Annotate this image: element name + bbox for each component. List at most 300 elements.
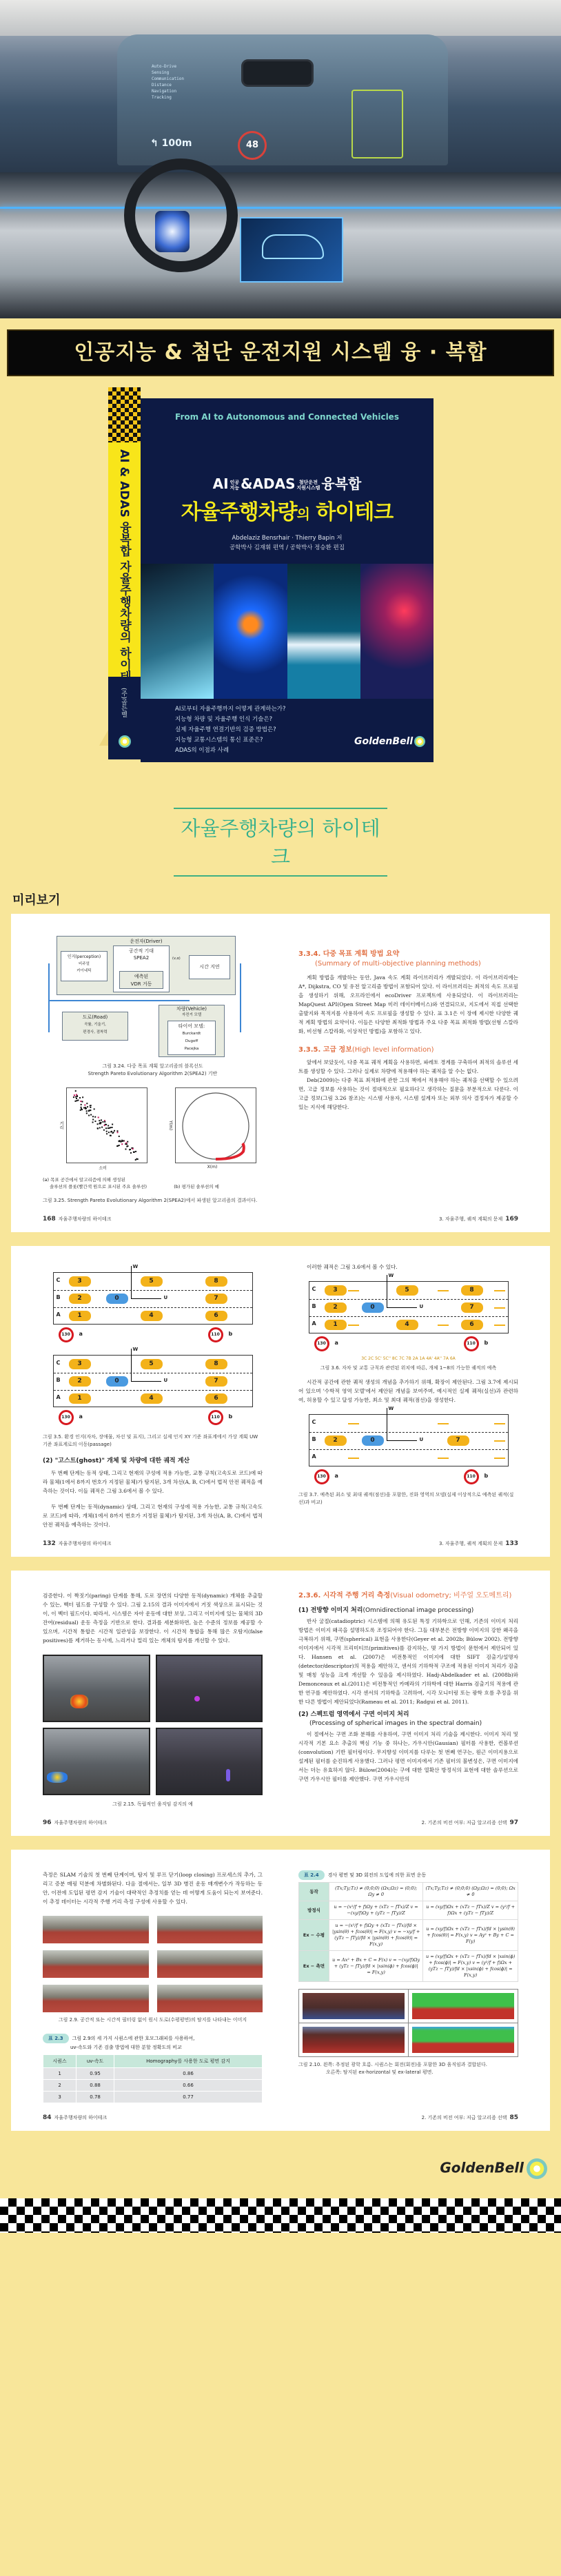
car-hologram-icon: [262, 234, 324, 259]
w-axis-label: W: [388, 1406, 394, 1411]
lane-diagram-trajectories: [298, 1273, 518, 1354]
book-front-cover: [141, 398, 434, 762]
figure-caption: 그림 2.9. 공간적 또는 시간적 필터링 없이 원시 도로(수평평면)의 탐지를 나타내는 이미지: [58, 2017, 247, 2023]
scatter-point: [92, 1121, 94, 1123]
figure-caption: 그림 3.5. 환경 인지(자차, 장애물, 차선 및 표지), 그리고 실제 인지 XY 기준 좌표계에서 가상 계획 UW 기준 좌표계로의 이동(passage): [43, 1434, 258, 1447]
lane-label: C: [56, 1360, 61, 1366]
comparison-table: [43, 2054, 263, 2103]
hud-item: Tracking: [152, 95, 172, 100]
scatter-point: [81, 1104, 82, 1105]
hud-item: Sensing: [152, 70, 170, 75]
scatter-point: [119, 1141, 120, 1142]
w-axis-label: W: [132, 1347, 139, 1352]
bell-ring-icon: [414, 736, 425, 747]
scatter-point: [80, 1110, 81, 1111]
equation-cell: u = (xy/f)Ωx + (xTz − fTx)/fd × |ysin(θ) + fcos(θ)| = F(x,y) v = Ay² + By + C = F(y): [423, 1920, 518, 1951]
equation-row: [299, 1951, 518, 1982]
page-folio: [43, 1819, 107, 1826]
page-number: 168: [43, 1216, 56, 1223]
scatter-point: [126, 1146, 127, 1147]
publisher-name: GoldenBell: [354, 736, 414, 747]
publisher-logo-icon: [119, 735, 131, 748]
series-adas-sub: [297, 480, 320, 491]
trajectory-arrow: [438, 1290, 449, 1291]
speed-limit-sign-icon: 110: [464, 1336, 479, 1351]
series-adas: &ADAS: [241, 476, 296, 492]
scatter-point: [86, 1103, 88, 1104]
cover-title: [141, 499, 434, 528]
lane-label: C: [312, 1419, 316, 1425]
subsection-heading: (2) "고스트(ghost)" 개체 및 차량에 대한 궤적 계산: [43, 1458, 190, 1464]
street-photo: [156, 1655, 263, 1722]
caption-line: 오른쪽: 탐지된 ex-horizontal 및 ex-lateral 평면.: [326, 2069, 434, 2075]
table-row: [43, 2068, 263, 2080]
speed-signs: [309, 1469, 509, 1487]
scatter-point: [81, 1107, 82, 1108]
motion-highlight: [194, 1696, 200, 1701]
scatter-point: [74, 1101, 76, 1102]
vehicle-sub: 자전거 모델: [181, 1013, 202, 1017]
series-ai-sub: [230, 480, 240, 491]
optical-flow-image: [303, 1993, 405, 2019]
ambient-light-strip: [0, 207, 561, 209]
vehicle-label: 차량(Vehicle): [176, 1006, 207, 1012]
caption-line: 그림 3.24. 다중 목표 계획 알고리즘의 블록선도: [102, 1063, 203, 1069]
lane-label: C: [312, 1286, 316, 1292]
cover-question: 실제 자율주행 연결기반의 검증 방법은?: [175, 726, 276, 733]
trajectory-arrow: [348, 1423, 359, 1424]
ego-vehicle-icon: 0: [362, 1302, 384, 1313]
predicted-box: [119, 971, 163, 989]
optical-flow-image: [303, 2027, 405, 2053]
w-axis: [131, 1266, 132, 1299]
page-96: [11, 1571, 280, 1836]
circle-track: [183, 1093, 249, 1159]
scatter-point: [121, 1143, 123, 1145]
driver-label: 운전자(Driver): [130, 939, 163, 944]
scatter-point: [76, 1096, 78, 1097]
subcaption-a: [43, 1176, 167, 1190]
trajectory-arrow: [348, 1290, 359, 1291]
preview-spread-1: [11, 914, 550, 1232]
speed-limit-sign-icon: 110: [208, 1410, 223, 1425]
scatter-point: [90, 1114, 92, 1116]
figure-caption: 그림 3.7. 예측된 최소 및 최대 궤적(점선)을 포함한, 진화 영역의 모델(실제 이상적으로 예측된 궤적(실선)과 비교): [298, 1492, 514, 1505]
spatial-label: 공간적 기대: [128, 948, 154, 954]
page-168: [11, 914, 280, 1232]
scatter-point: [104, 1125, 105, 1126]
lane-label: B: [56, 1294, 61, 1300]
page-84: [11, 1850, 280, 2131]
street-photo: [43, 1728, 150, 1795]
point-label: b: [484, 1340, 489, 1346]
hud-item: Distance: [152, 83, 172, 88]
cover-artwork: [141, 564, 434, 699]
table-cell: 1: [43, 2068, 76, 2080]
scatter-point: [117, 1132, 119, 1133]
ego-vehicle-icon: 0: [106, 1294, 128, 1304]
subsection-heading: [298, 1606, 518, 1615]
scatter-point: [130, 1152, 132, 1154]
vehicle-icon: 8: [205, 1359, 227, 1369]
figure-cell: [409, 1990, 518, 2023]
series-ai: AI: [212, 476, 229, 492]
evaluated-solution-path: [216, 1143, 244, 1159]
title-particle: 의: [296, 506, 309, 522]
figure-caption: 그림 3.6. 자차 및 교통 규칙과 관련된 위치에 따른, 개체 1~8의 가능한 궤적의 예측: [320, 1365, 497, 1371]
scatter-point: [75, 1090, 76, 1092]
column-header: 시퀀스: [43, 2055, 76, 2068]
u-axis: [131, 1381, 161, 1382]
vehicle-icon: 6: [205, 1393, 227, 1404]
tire-model: Dugoff: [185, 1039, 198, 1043]
cover-publisher-logo: [354, 736, 425, 747]
page-number: 169: [505, 1216, 518, 1223]
scatter-point: [103, 1129, 105, 1131]
heading-ko: 2.3.6. 시각적 주행 거리 측정: [298, 1592, 391, 1599]
banner-section: [0, 318, 561, 387]
scatter-point: [110, 1135, 111, 1136]
vehicle-icon: 3: [325, 1285, 347, 1296]
scatter-point: [90, 1107, 91, 1108]
u-axis-label: U: [419, 1437, 424, 1442]
scatter-point: [90, 1105, 92, 1106]
road-detection-photos: [43, 1916, 263, 2012]
point-label: b: [228, 1413, 233, 1420]
road-lanes: [53, 1347, 253, 1407]
running-head: 자율주행차량의 하이테크: [54, 2115, 108, 2120]
lane-divider: [309, 1449, 508, 1450]
body-paragraph: 두 번째 단계는 동적(dynamic) 상태, 그리고 현재의 구성에 적용 가능한, 교통 규칙(고속도로 코드)에 따라, 개체(1에서 8까지 번호가 지정된 물체)가 탐지된, 3개 차선(A, B, C)에서 법적 안전 궤적을 예측하는 것이다.: [43, 1504, 263, 1528]
traj-label: 3C: [361, 1356, 367, 1361]
traj-label: 6A: [449, 1356, 456, 1361]
preview-heading: 미리보기: [12, 893, 61, 908]
publisher-logo: [440, 2158, 547, 2179]
body-paragraph: 계획 방법을 개발하는 동안, Java 속도 계획 라이브러리가 개발되었다. 이 라이브러리에는 A*, Dijkstra, CO 및 유전 알고리즘 방법이 포함되어 있다. 이 라이브러리는 최적의 속도 프로필을 생성하기 위해, 오프라인에서 ecoDriver 프로젝트에 사용되었다. 이 라이브러리는 MapQuest API(Open Street Map 미러 데이터베이스)와 연결되므로, 지도에서 직접 선택한 출발지와 목적지를 사용하여 속도 프로필을 생성할 수 있다. 표 3.1은 이 장에 제시한 다양한 궤적 계획 방법의 요약이다. 이들은 다양한 최적화 방법과 주요 다중 목표 최적화 방법(선형 스칼라화, 비선형 스칼라화, 이상적인 방법)을 포함하고 있다.: [298, 974, 518, 1034]
vehicle-icon: 1: [325, 1320, 347, 1330]
point-label: a: [334, 1473, 338, 1479]
speed-limit-sign-icon: 130: [314, 1336, 329, 1351]
lane-divider: [54, 1390, 252, 1391]
table-cell: 2: [43, 2080, 76, 2092]
scatter-point: [97, 1123, 99, 1125]
cover-authors: [141, 533, 434, 553]
scatter-plot-row: [58, 1087, 147, 1163]
column-header: Homography를 사용한 도로 평면 감지: [114, 2055, 263, 2068]
scatter-point: [79, 1097, 81, 1098]
point-label: a: [79, 1331, 83, 1337]
figure-caption: [298, 2061, 518, 2076]
table-caption-line: 그림 2.9의 세 가지 시퀀스에 관한 호모그래피를 사용하여,: [72, 2036, 195, 2041]
trajectory-arrow: [494, 1423, 505, 1424]
body-paragraph: 이러한 궤적은 그림 3.6에서 볼 수 있다.: [307, 1264, 398, 1270]
perception-kinetic: 카이네틱: [76, 969, 92, 973]
subcaption-a-line: 솔루션의 플롯(빨간색 원으로 표시된 주요 솔루션): [50, 1184, 147, 1189]
scatter-point: [98, 1116, 99, 1118]
section-heading: [298, 950, 518, 969]
scatter-point: [101, 1119, 102, 1121]
lane-label: A: [312, 1453, 316, 1460]
equation-row: [299, 1920, 518, 1951]
vdr-label: VDR 거동: [130, 981, 152, 987]
steering-hub-glow: [155, 211, 190, 252]
heading-en: (High level information): [351, 1046, 434, 1054]
scatter-point: [116, 1130, 118, 1132]
body-paragraph: Deb(2009)는 다중 목표 최적화에 관한 그의 책에서 적용해야 하는 궤적을 선택할 수 있으려면, 고급 정보를 사용하는 것이 절대적으로 필요하다고 생각하는 질문을 부분적으로 다룬다. 이 고급 정보(그림 3.26 참조)는 시스템 사용자, 시스템 설계자 또는 외부 의사 결정자가 제공할 수 있는 지식에 해당한다.: [298, 1077, 518, 1110]
photo-grid: [43, 1655, 263, 1795]
subtitle-section: [0, 780, 561, 890]
speed-limit-sign-icon: 130: [59, 1410, 74, 1425]
equation-cell: u = −(x²/f + f)Ωy + (xTz − fTx)/fd × |ysin(θ) + fcos(θ)| = F(x,y) v = −xy/f + (yTz − fTy)/fd × |ysin(θ) + fcos(θ)| = F(x,y): [329, 1920, 423, 1951]
point-label: a: [334, 1340, 338, 1346]
scatter-point: [133, 1152, 134, 1153]
vehicle-icon: 5: [396, 1285, 418, 1296]
scatter-point: [102, 1121, 103, 1123]
plot-b-ylabel: Y(m): [168, 1120, 173, 1131]
figure-caption: 그림 2.15. 독립적인 움직임 감지의 예: [112, 1801, 193, 1807]
traj-label: 5C'': [382, 1356, 391, 1361]
scatter-point: [125, 1143, 127, 1144]
table-row: [43, 2080, 263, 2092]
page-number: 85: [509, 2114, 518, 2121]
trajectory-arrow: [348, 1458, 359, 1459]
page-97: [280, 1571, 550, 1836]
scatter-point: [119, 1136, 120, 1137]
cover-tagline: From AI to Autonomous and Connected Vehicles: [175, 412, 399, 422]
checkered-pattern: [108, 387, 141, 442]
equation-cell: u = Ax² + Bx + C = F(x) v = −(xy/f)Ωy + (yTz − fTy)/fd × |xsin(ϕ) + fcos(ϕ)| = F(x,y): [329, 1951, 423, 1982]
plane-detection-image: [412, 1993, 515, 2019]
scatter-point: [106, 1133, 108, 1134]
road-photo: [43, 1916, 149, 1943]
scatter-point: [108, 1127, 109, 1129]
scatter-point: [137, 1158, 139, 1160]
scatter-point: [135, 1159, 136, 1161]
body-paragraph: 반사 굴절(catadioptric) 시스템에 의해 유도된 특정 기하학으로 인해, 기존의 이미지 처리 방법은 이미지 왜곡을 설명하도록 조정되어야 한다. 그들 대부분은 전방향 이미지의 강한 왜곡을 극복하기 위해, 구면(spherical) 표현을 사용한다(Geyer et al. 2002b; Bülow 2002). 전방향 이미지에서 시각적 프리미티브(primitives)를 감지하는, 몇 가지 방법이 문헌에서 제안되어 있다. Hansen et al. (2007)은 비전통적인 이미지에 대한 SIFT 검출기/설명자(detector/descriptor)의 적용을 제안하고, 센서의 기하학적 구조에 적용된 이미지 처리가 검출 및 매칭 성능을 크게 개선할 수 있음을 제시하였다. Hadj-Abdelkader et al. (2008b)와 Demonceaux et al.(2011)은 비전통적인 카메라의 기하학에 대한 Harris 검출기의 적용에 관한 연구를 제안하였다. 시각 센서의 기하학을 고려하여, 시각 모니터링 또는 광학 흐름 추정을 위한 다른 방법이 제안되었다(Rameau et al. 2011; Radgui et al. 2011).: [298, 1618, 518, 1705]
trajectory-plot-group: [168, 1087, 256, 1171]
vehicle-icon: 4: [396, 1320, 418, 1330]
traj-label: 7C: [398, 1356, 405, 1361]
table-cell: 0.95: [76, 2068, 114, 2080]
body-paragraph: 이 절에서는 구면 조화 분해를 사용하여, 구면 이미지 처리 기술을 제시한다. 이미지 처리 및 시각적 기본 요소 추출의 핵심 기능 중 하나는, 가우시안(Gausian) 필터를 사용한, 컨볼루션(convolution) 기반 필터링이다. 무지향성 이미지를 다루는 첫 번째 연구는, 원근 이미지용으로 설계된 필터를 순진하게 사용했다. 그러나 평면 이미지에서 기존 필터의 불변성은, 구면 이미지에서는 더는 유효하지 않다. Bülow(2004)는 구에 대한 열확산 방정식의 표현에 대한 솔루션으로 구면 가우시안 필터를 제안했다. 구면 가우시안의: [298, 1731, 518, 1782]
scatter-point: [75, 1096, 76, 1098]
title-main: 자율주행차량: [181, 500, 297, 524]
u-axis-label: U: [163, 1295, 168, 1300]
bell-ring-icon: [527, 2158, 547, 2179]
series-adas-sub2: 지원시스템: [296, 484, 320, 491]
road-label: 도로(Road): [82, 1014, 108, 1020]
scatter-point: [130, 1149, 131, 1150]
preview-spread-2: [11, 1246, 550, 1557]
vehicle-icon: 6: [205, 1311, 227, 1321]
page-number: 84: [43, 2114, 52, 2121]
feedback-line: [48, 963, 50, 1032]
lane-diagram-straight: [43, 1347, 263, 1428]
street-photo: [43, 1655, 150, 1722]
traj-label: 5C': [375, 1356, 382, 1361]
cover-question: ADAS의 이점과 사례: [175, 747, 229, 754]
hud-speedometer: 48: [238, 131, 267, 160]
scatter-point: [112, 1127, 113, 1128]
vehicle-icon: 7: [205, 1294, 227, 1304]
figure-cell: [299, 2023, 409, 2056]
trajectory-drawing: [176, 1088, 256, 1163]
equation-cell: u = −(x²/f + f)Ωy + (xTz − fTx)/Z v = −(xy/f)Ωy + (yTz − fTy)/Z: [329, 1901, 423, 1920]
road-photo: [157, 1985, 263, 2012]
section-heading: [298, 1045, 518, 1055]
footer: [0, 2145, 561, 2198]
hero-image: [0, 0, 561, 318]
art-panel-connected-car: [214, 564, 287, 699]
speed-limit-sign-icon: 110: [464, 1469, 479, 1484]
plot-a-ylabel: 거리: [59, 1121, 63, 1129]
speed-limit-sign-icon: 130: [314, 1469, 329, 1484]
tire-model: Pacejka: [184, 1047, 199, 1051]
table-cell: 0.86: [114, 2068, 263, 2080]
road-photo: [157, 1916, 263, 1943]
cover-question: 지능형 교통시스템의 통신 표준은?: [175, 737, 263, 744]
running-head: 자율주행차량의 하이테크: [54, 1820, 108, 1826]
scatter-point: [126, 1143, 127, 1145]
scatter-point: [94, 1121, 96, 1122]
page-folio: [439, 1216, 518, 1223]
scatter-point: [87, 1106, 88, 1107]
road-lanes: [309, 1273, 509, 1333]
running-head: 3. 자율주행, 궤적 계획의 문제: [439, 1541, 503, 1546]
translators-line: 공학박사 김재휘 편역 / 공학박사 정승환 편집: [229, 544, 345, 551]
body-paragraph: 두 번째 단계는 동적 상태, 그리고 현재의 구성에 적용 가능한, 교통 규칙(고속도로 코드)에 따라 물체(1에서 8까지 번호가 지정된 물체)가 탐지된, 3개 차선(A, B, C)에서 법적 안전 궤적을 예측하는 것이다. 이들 궤적은 그림 3.6에서 볼 수 있다.: [43, 1470, 263, 1494]
scatter-point: [76, 1094, 77, 1096]
traj-label: 4A': [426, 1356, 433, 1361]
body-paragraph: 측정은 SLAM 기술의 첫 번째 단계이며, 탐지 및 루프 닫기(loop closing) 프로세스의 추가, 그리고 증분 매핑 덕분에 차별화된다. 다음 절에서는, 일부 3D 병진 운동 매개변수가 작동하는 동안, 이전에 도입된 평면 감지 기술이 대략적인 추정치를 얻는 데 어떻게 도움이 되는지 보여준다. 이 추정 데이터는 시각적 주행 거리 측정 구성에 사용할 수 있다.: [43, 1872, 263, 1905]
street-photo: [156, 1728, 263, 1795]
table-badge: 표 2.3: [43, 2034, 69, 2043]
vehicle-icon: 4: [141, 1311, 163, 1321]
motion-highlight: [47, 1772, 68, 1783]
result-plots: [58, 1087, 263, 1171]
hud-target-box: [351, 90, 403, 159]
publisher-name: GoldenBell: [440, 2159, 524, 2176]
hud-item: Navigation: [152, 89, 177, 94]
lane-diagram-curved: [43, 1264, 263, 1345]
speed-signs: [309, 1336, 509, 1354]
road-photo: [43, 1985, 149, 2012]
ego-vehicle-icon: 0: [106, 1376, 128, 1387]
optical-flow-figure: [298, 1989, 518, 2057]
vehicle-box: [159, 1005, 225, 1057]
subfigure-captions: [43, 1176, 263, 1190]
vehicle-icon: 7: [205, 1376, 227, 1387]
page-132: [11, 1246, 280, 1557]
heading-ko: 3.3.5. 고급 정보: [298, 1046, 352, 1054]
scatter-point: [132, 1148, 134, 1149]
ego-vehicle-icon: 0: [362, 1435, 384, 1446]
equation-cell: u = (xy/f)Ωx + (xTz − fTx)/fd × |xsin(ϕ) + fcos(ϕ)| = F(x,y) v = (y²/f + f)Ωx + (yTz − fTy)/fd × |xsin(ϕ) + fcos(ϕ)| = F(x,y): [423, 1951, 518, 1982]
trajectory-labels: [298, 1356, 518, 1362]
scatter-point: [120, 1141, 121, 1143]
perception-visual: 비주얼: [79, 962, 90, 966]
table-caption: [298, 1870, 518, 1880]
vehicle-icon: 2: [69, 1376, 91, 1387]
speed-signs: [53, 1327, 253, 1345]
trajectory-arrow: [494, 1290, 505, 1291]
heading-en: (Processing of spherical images in the spectral domain): [309, 1720, 482, 1727]
scatter-point: [76, 1100, 77, 1101]
row-label: Ex − 측면: [299, 1951, 329, 1982]
caption-line: 그림 2.10. 왼쪽: 추정된 광학 흐름. 시퀀스는 회전(회전)을 포함한 3D 움직임과 결합된다.: [298, 2062, 488, 2067]
point-label: b: [228, 1331, 233, 1337]
subcaption-b: (b) 평가된 솔루션의 예: [174, 1184, 219, 1189]
caption-line: Strength Pareto Evolutionary Algorithm 2(SPEA2) 기반: [88, 1071, 218, 1076]
lane-divider: [309, 1299, 508, 1300]
traj-label: 8C: [391, 1356, 398, 1361]
figure-caption: [43, 1063, 263, 1078]
road-photo: [157, 1950, 263, 1978]
figure-cell: [409, 2023, 518, 2056]
equation-cell: (Tx;Ty;Tz) ≠ (0;0;0) (Ωy;Ωz) = (0;0); Ωx ≠ 0: [423, 1883, 518, 1901]
scatter-point: [94, 1108, 95, 1110]
scatter-point: [111, 1131, 112, 1132]
scatter-point: [112, 1132, 114, 1134]
hud-distance: ↰ 100m: [150, 138, 192, 149]
cover-questions: [175, 704, 286, 756]
scatter-point: [119, 1145, 120, 1146]
trajectory-plot-row: [168, 1087, 256, 1163]
u-axis: [387, 1440, 417, 1441]
spatial-box: [113, 945, 170, 992]
series-ai-sub2: 지능: [229, 484, 240, 491]
scatter-point: [82, 1096, 83, 1098]
tire-box: [167, 1021, 216, 1055]
table-cell: 0.66: [114, 2080, 263, 2092]
motion-highlight: [70, 1695, 88, 1708]
table-caption-line: uv-속도와 기존 검출 방법에 대한 분할 정확도의 비교: [70, 2045, 182, 2050]
scatter-point: [110, 1127, 111, 1128]
scatter-point: [106, 1131, 108, 1132]
table-row: [43, 2092, 263, 2103]
scatter-point: [92, 1119, 94, 1121]
trajectory-arrow: [494, 1307, 505, 1309]
authors-line: Abdelaziz Bensrhair · Thierry Bapin 저: [232, 535, 343, 542]
body-paragraph: 시간적 공간에 관한 궤적 생성의 개념을 추가하기 위해, 확장이 제안된다. 그림 3.7에 제시되어 있으며 '수학적 영역 모델'에서 제안된 개념을 보여주며, 예시적인 실제 궤적(실선)과 관련하여, 허용할 수 있고 달성 가능한, 최소 및 최대 궤적(점선)을 생성한다.: [298, 1379, 518, 1403]
row-label: Ex − 수평: [299, 1920, 329, 1951]
art-panel-neon-car: [360, 564, 434, 699]
scatter-point: [85, 1107, 87, 1109]
figure-cell: [299, 1990, 409, 2023]
lane-diagram-envelope: [298, 1406, 518, 1487]
lane-divider: [309, 1432, 508, 1433]
lane-label: B: [312, 1436, 316, 1442]
cover-question: AI로부터 자율주행까지 어떻게 관계하는가?: [175, 706, 286, 713]
vehicle-icon: 2: [325, 1302, 347, 1313]
motion-highlight: [226, 1769, 230, 1781]
tire-model: Burckardt: [182, 1032, 201, 1036]
u-axis-label: U: [419, 1304, 424, 1309]
row-label: 동작: [299, 1883, 329, 1901]
scatter-point: [97, 1127, 99, 1129]
heading-ko: (1) 전방향 이미지 처리: [298, 1607, 363, 1614]
scatter-point: [94, 1116, 96, 1118]
scatter-point: [123, 1140, 124, 1141]
spine-publisher: (주)골든벨: [120, 688, 127, 718]
vehicle-icon: 2: [325, 1435, 347, 1446]
lane-divider: [309, 1316, 508, 1317]
predicted-label: 예측된: [134, 974, 149, 979]
scatter-point: [76, 1098, 77, 1099]
road-photo: [43, 1950, 149, 1978]
lane-divider: [54, 1290, 252, 1291]
scatter-plot: [66, 1087, 147, 1163]
